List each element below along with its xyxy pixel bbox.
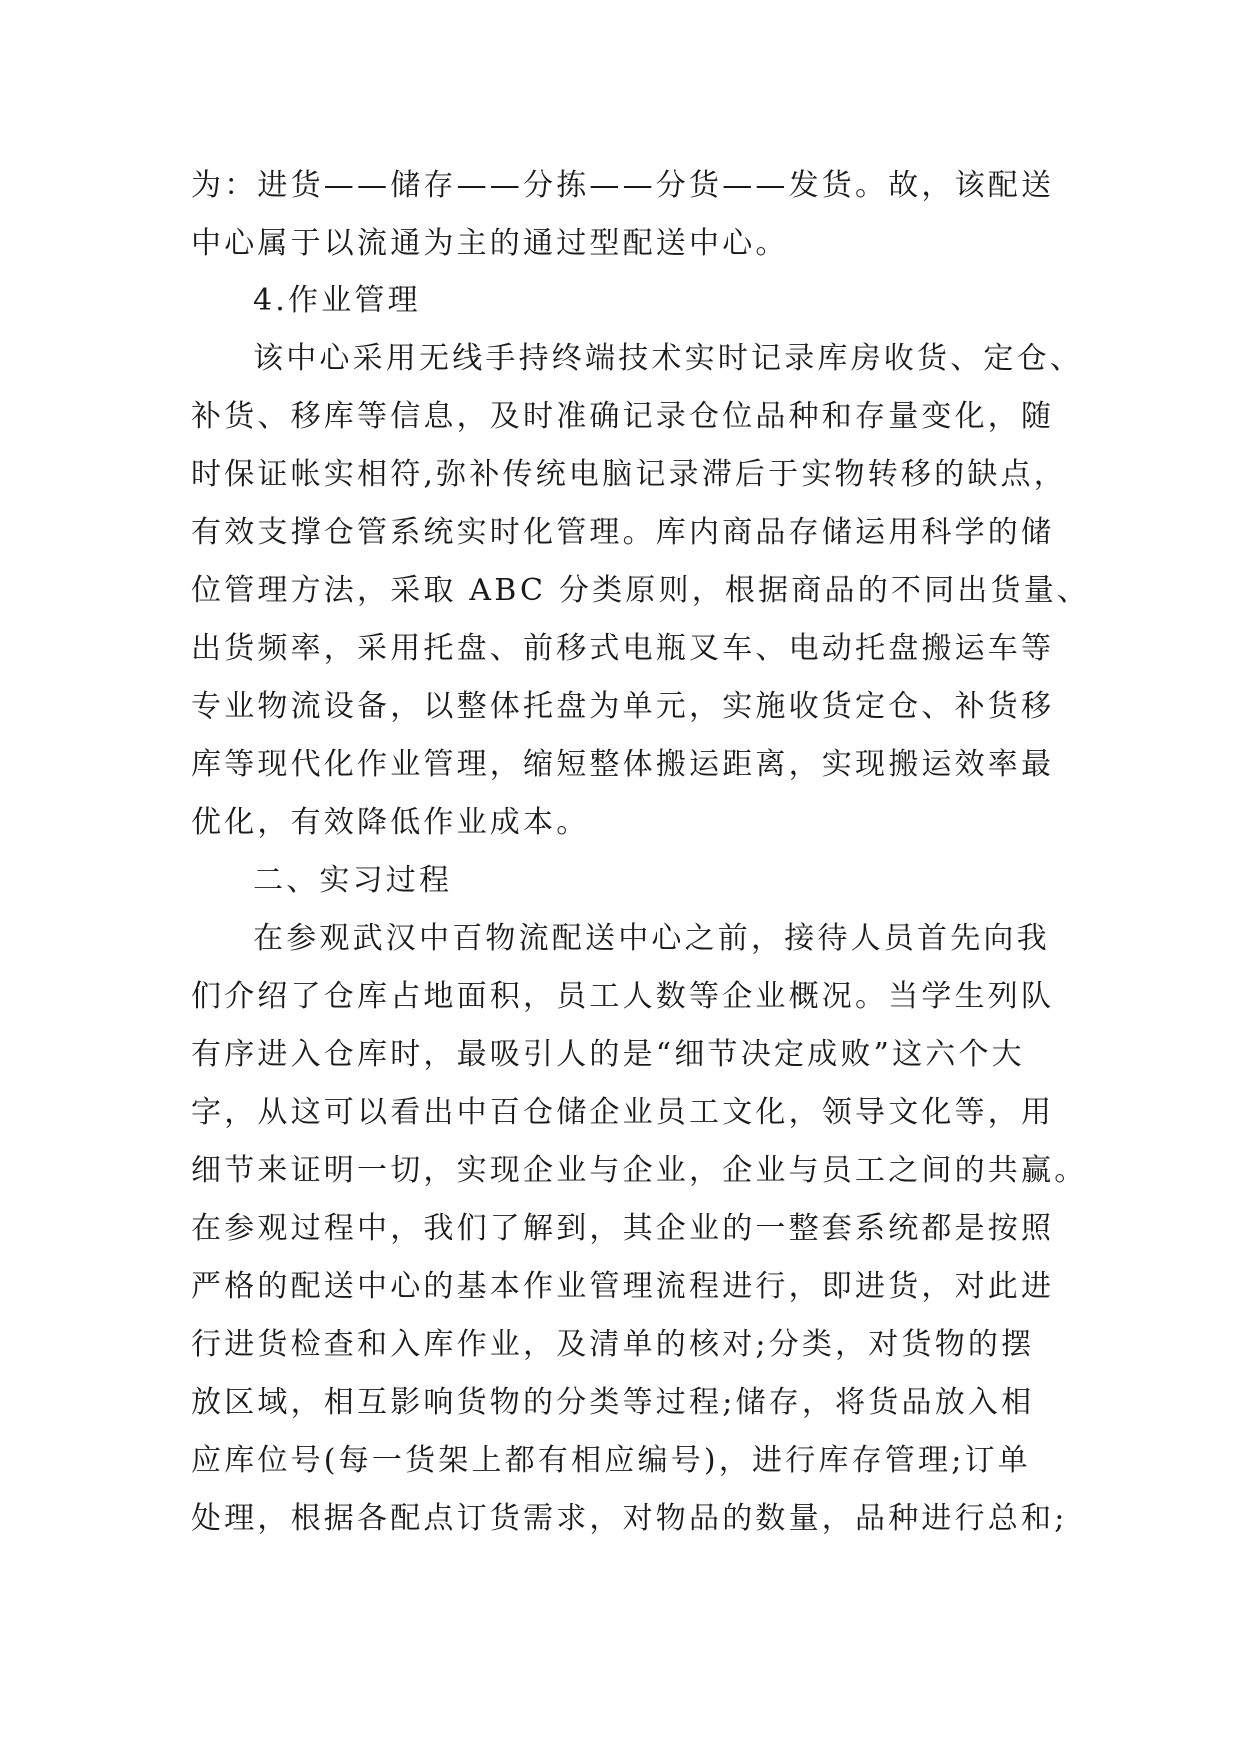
- text-line: 行进货检查和入库作业，及清单的核对;分类，对货物的摆: [191, 1327, 1035, 1362]
- section-heading: 二、实习过程: [253, 863, 453, 898]
- text-line: 应库位号(每一货架上都有相应编号)，进行库存管理;订单: [191, 1443, 1031, 1478]
- text-line: 专业物流设备，以整体托盘为单元，实施收货定仓、补货移: [191, 689, 1055, 724]
- text-line: 位管理方法，采取 ABC 分类原则，根据商品的不同出货量、: [191, 573, 1091, 608]
- paragraph-start: 在参观武汉中百物流配送中心之前，接待人员首先向我: [253, 921, 1050, 956]
- text-line: 库等现代化作业管理，缩短整体搬运距离，实现搬运效率最: [191, 747, 1055, 782]
- text-line: 为：进货——储存——分拣——分货——发货。故，该配送: [191, 168, 1055, 203]
- text-line: 中心属于以流通为主的通过型配送中心。: [191, 226, 789, 261]
- text-line: 处理，根据各配点订货需求，对物品的数量，品种进行总和;: [191, 1501, 1068, 1536]
- text-line: 出货频率，采用托盘、前移式电瓶叉车、电动托盘搬运车等: [191, 631, 1055, 666]
- text-line: 们介绍了仓库占地面积，员工人数等企业概况。当学生列队: [191, 979, 1055, 1014]
- text-line: 细节来证明一切，实现企业与企业，企业与员工之间的共赢。: [191, 1153, 1088, 1188]
- text-line: 字，从这可以看出中百仓储企业员工文化，领导文化等，用: [191, 1095, 1055, 1130]
- paragraph-start: 该中心采用无线手持终端技术实时记录库房收货、定仓、: [253, 341, 1083, 376]
- text-line: 在参观过程中，我们了解到，其企业的一整套系统都是按照: [191, 1211, 1055, 1246]
- text-line: 优化，有效降低作业成本。: [191, 805, 590, 840]
- text-line: 有效支撑仓管系统实时化管理。库内商品存储运用科学的储: [191, 515, 1055, 550]
- section-heading: 4.作业管理: [253, 283, 421, 318]
- text-line: 严格的配送中心的基本作业管理流程进行，即进货，对此进: [191, 1269, 1055, 1304]
- text-line: 时保证帐实相符,弥补传统电脑记录滞后于实物转移的缺点，: [191, 457, 1067, 492]
- text-line: 放区域，相互影响货物的分类等过程;储存，将货品放入相: [191, 1385, 1035, 1420]
- text-line: 有序进入仓库时，最吸引人的是“细节决定成败”这六个大: [191, 1037, 1025, 1072]
- text-line: 补货、移库等信息，及时准确记录仓位品种和存量变化，随: [191, 399, 1055, 434]
